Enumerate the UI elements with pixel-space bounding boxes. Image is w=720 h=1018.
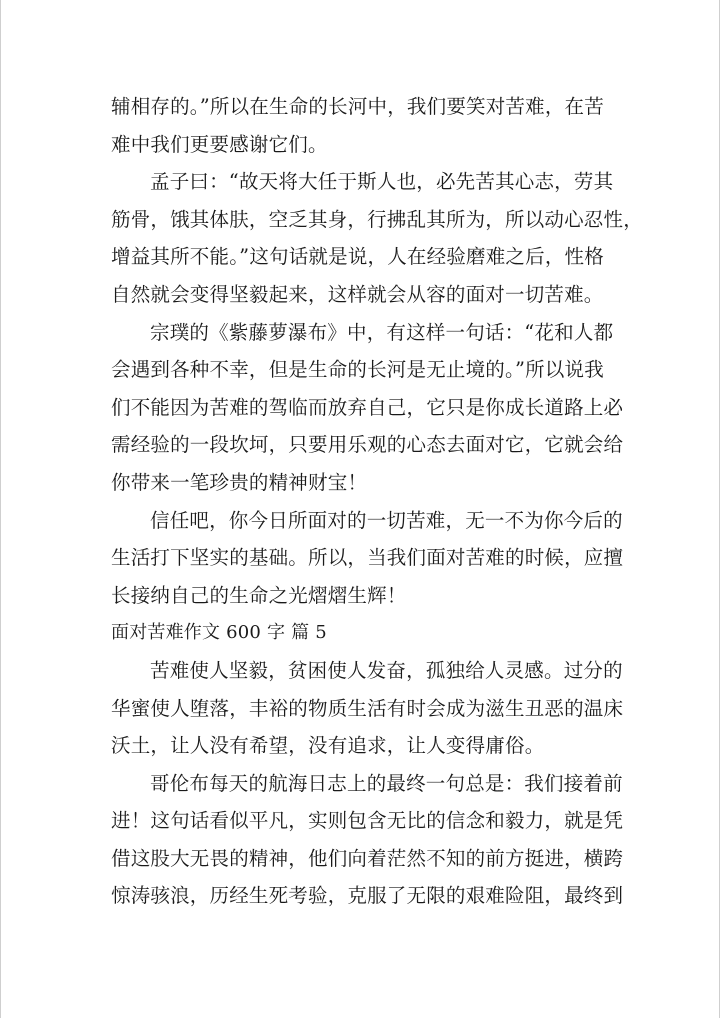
section-heading: 面对苦难作文 600 字 篇 5 [111,622,327,644]
text-line: 进！这句话看似平凡，实则包含无比的信念和毅力，就是凭 [111,809,624,833]
text-line: 惊涛骇浪，历经生死考验，克服了无限的艰难险阻，最终到 [111,884,624,908]
text-line: 苦难使人坚毅，贫困使人发奋，孤独给人灵感。过分的 [150,658,623,682]
text-line: 华蜜使人堕落，丰裕的物质生活有时会成为滋生丑恶的温床 [111,696,624,720]
text-line: 辅相存的。”所以在生命的长河中，我们要笑对苦难，在苦 [111,95,604,118]
text-line: 生活打下坚实的基础。所以，当我们面对苦难的时候，应擅 [111,546,624,570]
text-line: 孟子曰：“故天将大任于斯人也，必先苦其心志，劳其 [150,170,614,194]
text-line: 长接纳自己的生命之光熠熠生辉！ [111,583,407,607]
text-line: 需经验的一段坎坷，只要用乐观的心态去面对它，它就会给 [111,433,624,457]
text-line: 宗璞的《紫藤萝瀑布》中，有这样一句话：“花和人都 [150,320,614,344]
text-line: 会遇到各种不幸，但是生命的长河是无止境的。”所以说我 [111,358,604,382]
text-line: 自然就会变得坚毅起来，这样就会从容的面对一切苦难。 [111,282,604,306]
text-line: 们不能因为苦难的驾临而放弃自己，它只是你成长道路上必 [111,395,624,419]
text-line: 沃土，让人没有希望，没有追求，让人变得庸俗。 [111,734,545,758]
text-line: 增益其所不能。”这句话就是说，人在经验磨难之后，性格 [111,245,604,269]
text-line: 你带来一笔珍贵的精神财宝！ [111,470,368,494]
text-line: 信任吧，你今日所面对的一切苦难，无一不为你今后的 [150,508,623,532]
text-line: 筋骨，饿其体肤，空乏其身，行拂乱其所为，所以动心忍性， [111,207,643,231]
text-line: 借这股大无畏的精神，他们向着茫然不知的前方挺进，横跨 [111,846,624,870]
text-line: 难中我们更要感谢它们。 [111,132,328,156]
document-body [111,88,643,915]
text-line: 哥伦布每天的航海日志上的最终一句总是：我们接着前 [150,771,623,795]
